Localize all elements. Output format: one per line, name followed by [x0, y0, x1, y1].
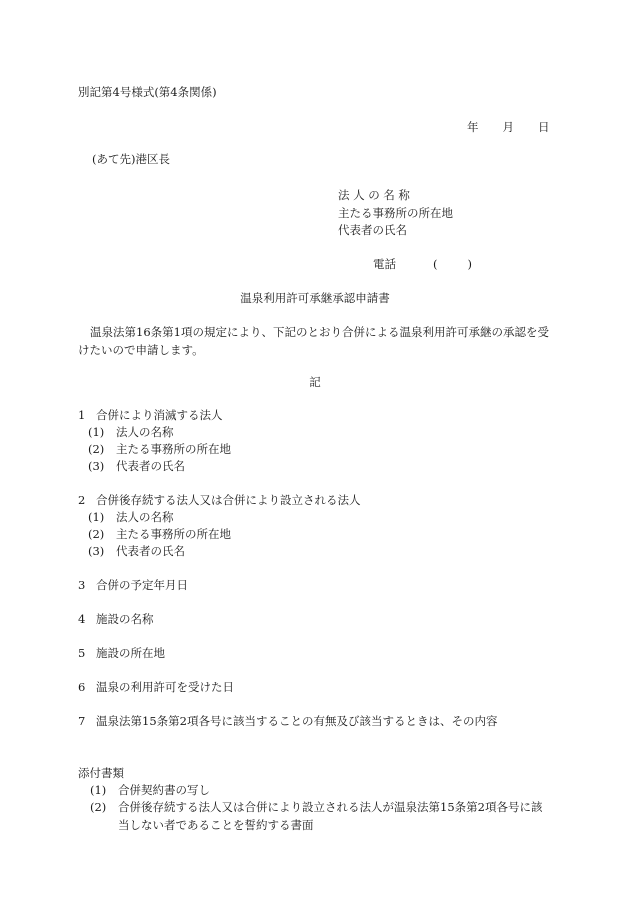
section-label: 合併により消滅する法人	[96, 408, 223, 422]
section-label: 施設の所在地	[96, 646, 165, 660]
form-number: 別記第4号様式(第4条関係)	[78, 85, 217, 99]
phone-open-paren: (	[433, 257, 438, 271]
attachment-item-1	[90, 783, 210, 797]
section-4	[78, 612, 154, 626]
applicant-name-label: 法人の名称	[338, 188, 414, 202]
section-label: 施設の名称	[96, 612, 154, 626]
applicant-representative-label: 代表者の氏名	[338, 223, 407, 237]
attachment-item-2	[90, 800, 542, 814]
date-month: 月	[502, 120, 514, 134]
item-label: 法人の名称	[116, 425, 174, 439]
item-label: 代表者の氏名	[116, 544, 185, 558]
item-label: 合併契約書の写し	[118, 783, 210, 797]
section-5	[78, 646, 165, 660]
section-1	[78, 408, 223, 422]
section-2-item-1	[88, 510, 174, 524]
section-label: 合併の予定年月日	[96, 578, 188, 592]
phone-label: 電話	[373, 257, 396, 271]
section-number: 4	[78, 612, 86, 626]
section-1-item-3	[88, 459, 185, 473]
attachment-item-2-continuation: 当しない者であることを誓約する書面	[118, 818, 314, 832]
section-1-item-2	[88, 442, 231, 456]
date-year: 年	[467, 120, 479, 134]
item-number: (1)	[90, 783, 107, 797]
item-label: 合併後存続する法人又は合併により設立される法人が温泉法第15条第2項各号に該	[118, 800, 543, 814]
section-2	[78, 493, 361, 507]
item-number: (1)	[88, 510, 105, 524]
phone-line	[373, 257, 472, 271]
item-number: (1)	[88, 425, 105, 439]
addressee: (あて先)港区長	[92, 152, 170, 166]
item-number: (2)	[88, 527, 105, 541]
section-1-item-1	[88, 425, 174, 439]
section-number: 1	[78, 408, 86, 422]
item-label: 代表者の氏名	[116, 459, 185, 473]
item-number: (3)	[88, 459, 105, 473]
item-number: (2)	[88, 442, 105, 456]
section-2-item-3	[88, 544, 185, 558]
document-title: 温泉利用許可承継承認申請書	[240, 291, 390, 305]
section-label: 温泉の利用許可を受けた日	[96, 680, 234, 694]
item-number: (2)	[90, 800, 107, 814]
phone-close-paren: )	[467, 257, 472, 271]
section-label: 温泉法第15条第2項各号に該当することの有無及び該当するときは、その内容	[96, 714, 498, 728]
section-number: 3	[78, 578, 86, 592]
item-label: 法人の名称	[116, 510, 174, 524]
attachments-heading: 添付書類	[78, 766, 124, 780]
section-number: 6	[78, 680, 86, 694]
applicant-office-label: 主たる事務所の所在地	[338, 206, 453, 220]
section-3	[78, 578, 188, 592]
item-label: 主たる事務所の所在地	[116, 442, 231, 456]
section-6	[78, 680, 234, 694]
section-2-item-2	[88, 527, 231, 541]
item-label: 主たる事務所の所在地	[116, 527, 231, 541]
date-day: 日	[538, 120, 550, 134]
section-number: 7	[78, 714, 86, 728]
section-7	[78, 714, 497, 728]
body-text: 温泉法第16条第1項の規定により、下記のとおり合併による温泉利用許可承継の承認を受けたいので申請します。	[78, 325, 549, 357]
section-number: 2	[78, 493, 86, 507]
section-number: 5	[78, 646, 86, 660]
item-number: (3)	[88, 544, 105, 558]
section-label: 合併後存続する法人又は合併により設立される法人	[96, 493, 361, 507]
ki-marker: 記	[309, 375, 321, 389]
date-line	[467, 120, 550, 134]
